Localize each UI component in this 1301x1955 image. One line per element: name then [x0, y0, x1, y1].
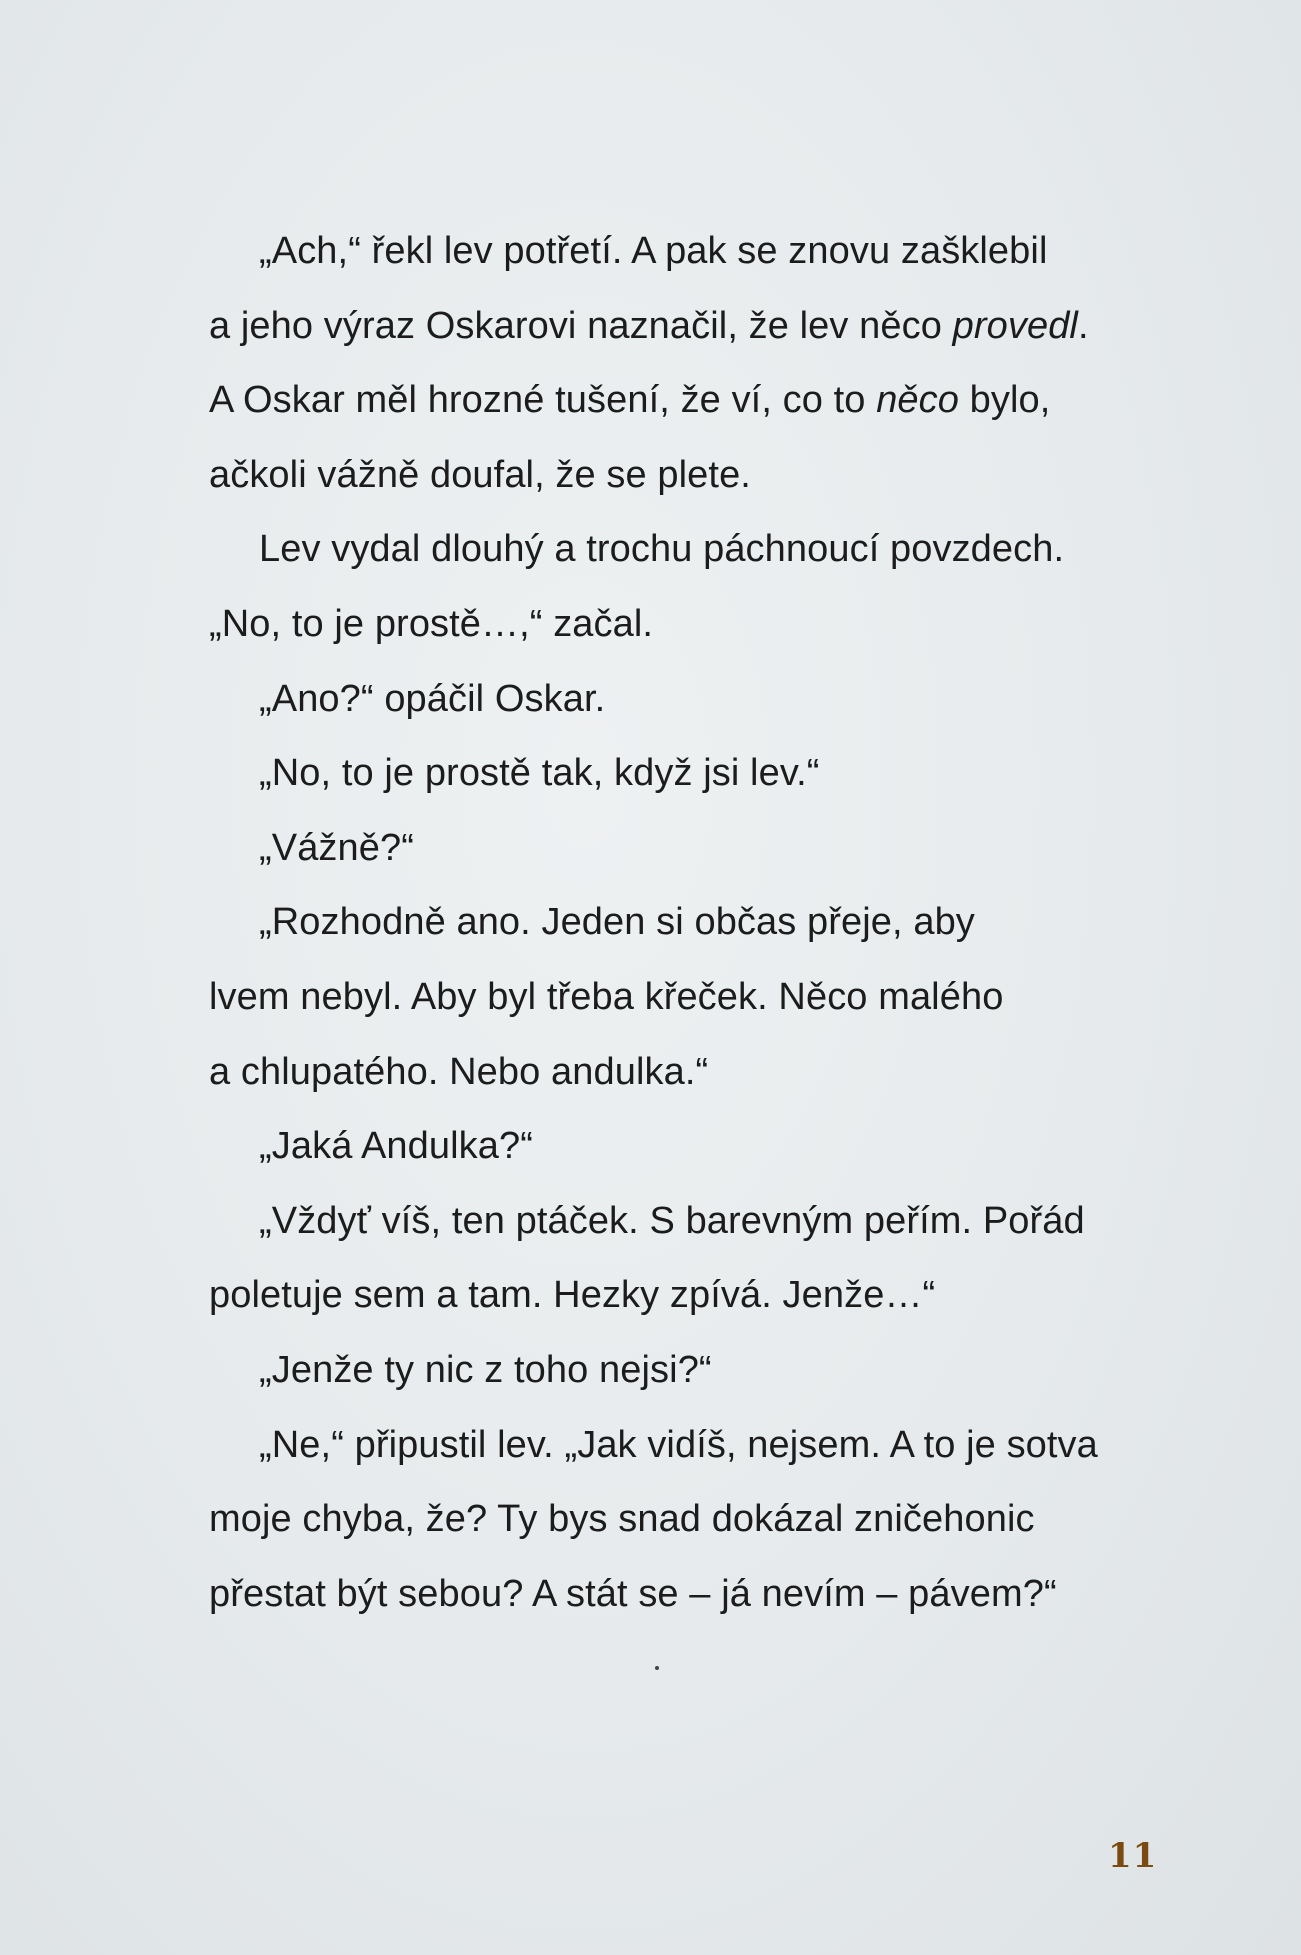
text-segment: „Jaká Andulka?“	[259, 1125, 533, 1168]
text-segment: lvem nebyl. Aby byl třeba křeček. Něco malého	[209, 976, 1004, 1018]
text-segment: „Rozhodně ano. Jeden si občas přeje, aby	[259, 901, 975, 944]
text-line	[259, 1422, 1098, 1468]
text-segment: „No, to je prostě tak, když jsi lev.“	[259, 752, 820, 795]
text-line	[259, 676, 605, 722]
text-segment: „Ano?“ opáčil Oskar.	[259, 677, 606, 720]
text-segment: moje chyba, že? Ty bys snad dokázal zničehonic	[209, 1498, 1035, 1541]
text-segment: .	[1077, 304, 1089, 347]
text-segment: „Ne,“ připustil lev. „Jak vidíš, nejsem. A to je sotva	[259, 1423, 1098, 1466]
text-line	[209, 1272, 935, 1318]
text-line	[209, 601, 653, 647]
text-segment: „No, to je prostě…,“ začal.	[209, 603, 654, 645]
text-segment: a chlupatého. Nebo andulka.“	[209, 1050, 709, 1093]
text-segment: „Vždyť víš, ten ptáček. S barevným peřím. Pořád	[259, 1199, 1085, 1242]
text-segment: bylo,	[959, 379, 1051, 422]
italic-text: něco	[876, 379, 959, 422]
text-segment: přestat být sebou? A stát se – já nevím – pávem?“	[209, 1572, 1057, 1615]
print-speck	[655, 1666, 659, 1670]
text-line	[259, 899, 975, 945]
text-line	[259, 1347, 712, 1393]
text-segment: a jeho výraz Oskarovi naznačil, že lev něco	[209, 304, 953, 347]
text-segment: „Ach,“ řekl lev potřetí. A pak se znovu zašklebil	[259, 230, 1048, 272]
text-line	[259, 1198, 1085, 1244]
text-segment: „Vážně?“	[259, 826, 414, 869]
text-segment: ačkoli vážně doufal, že se plete.	[209, 453, 751, 496]
text-line	[209, 452, 751, 498]
text-line	[209, 974, 1003, 1020]
text-line	[209, 303, 1089, 349]
text-segment: poletuje sem a tam. Hezky zpívá. Jenže…“	[209, 1274, 936, 1317]
text-line	[209, 1571, 1057, 1617]
text-line	[209, 377, 1050, 423]
text-line	[209, 1049, 708, 1095]
text-line	[259, 750, 820, 796]
text-segment: Lev vydal dlouhý a trochu páchnoucí povzdech.	[259, 528, 1065, 571]
text-line	[259, 1123, 533, 1169]
text-line	[209, 1496, 1035, 1542]
text-segment: „Jenže ty nic z toho nejsi?“	[259, 1349, 712, 1391]
text-segment: A Oskar měl hrozné tušení, že ví, co to	[209, 379, 877, 422]
page-number: 11	[1108, 1836, 1158, 1876]
text-line	[259, 526, 1064, 572]
text-line	[259, 825, 414, 871]
italic-text: provedl	[952, 304, 1078, 347]
text-line	[259, 228, 1047, 274]
